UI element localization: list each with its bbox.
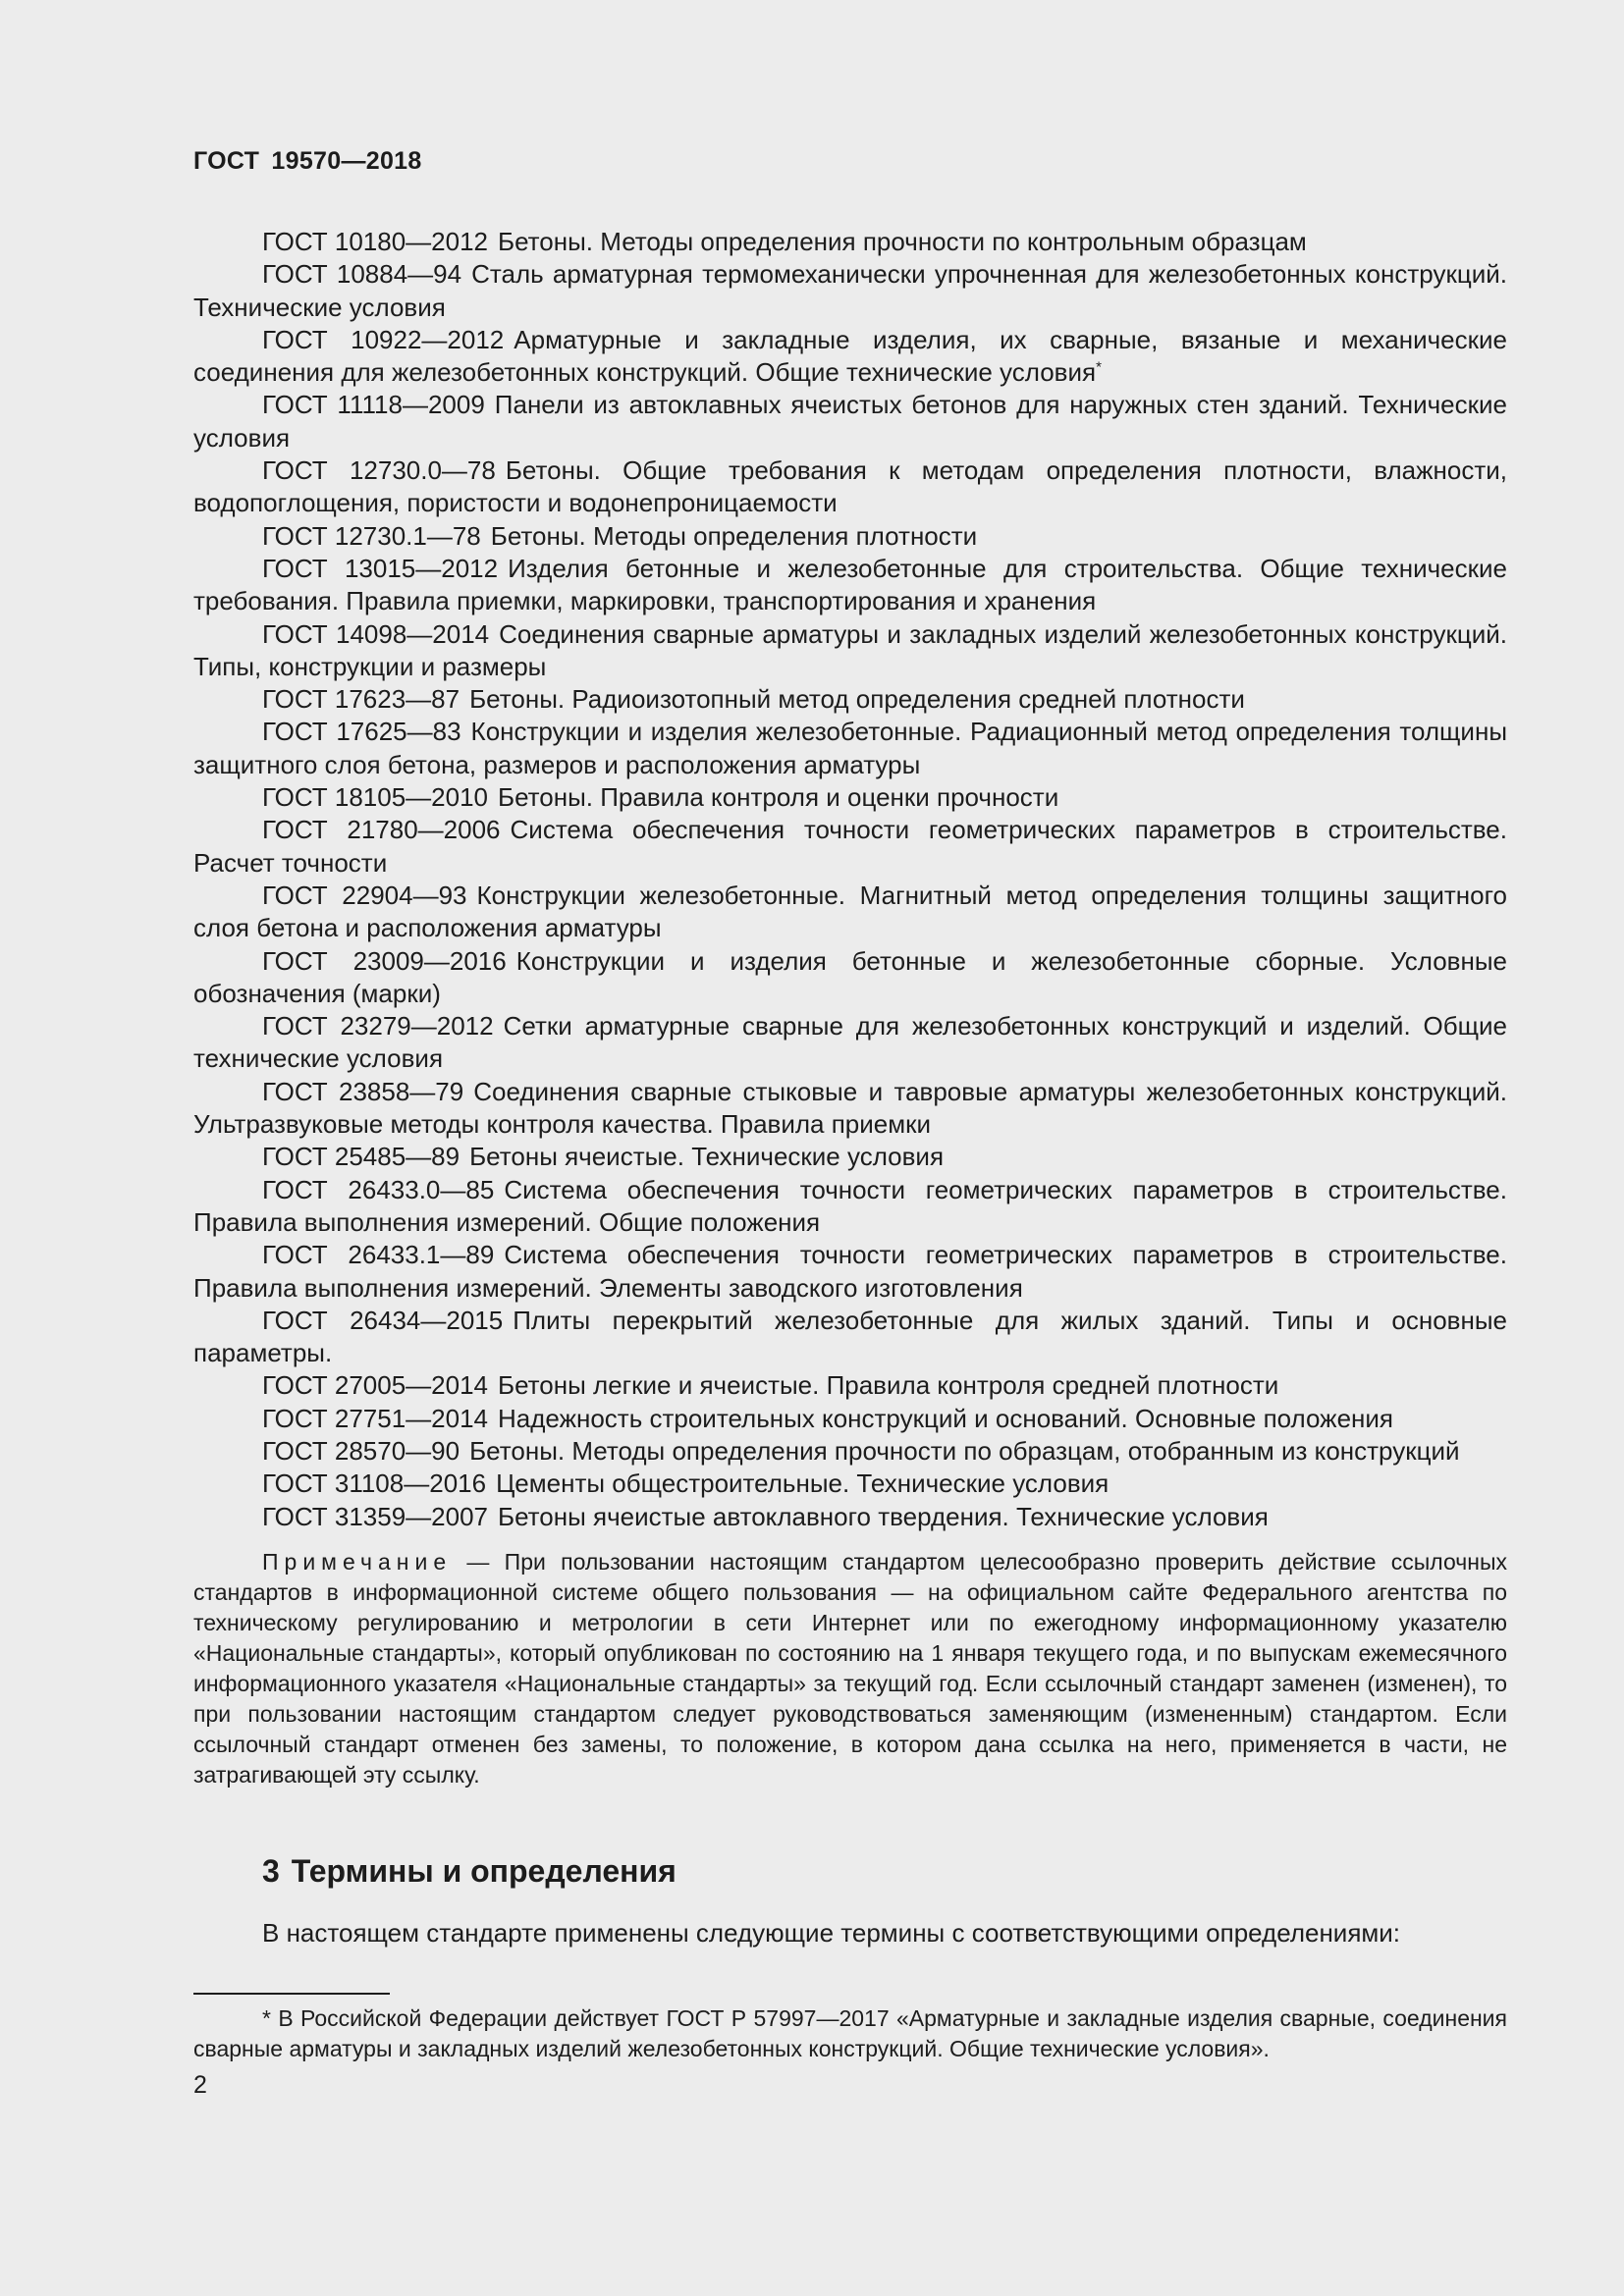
reference-code: ГОСТ 27005—2014 (262, 1370, 489, 1401)
reference-item (193, 880, 1507, 945)
footnote: * В Российской Федерации действует ГОСТ Р 57997—2017 «Арматурные и закладные изделия сварные, соединения сварные арматуры и закладных изделий железобетонных конструкций. Общие технические условия». (193, 2005, 1507, 2061)
reference-title: Система обеспечения точности геометрических параметров в строительстве. Правила выполнения измерений. Элементы заводского изготовления (193, 1240, 1507, 1303)
reference-code: ГОСТ 10180—2012 (262, 227, 489, 256)
reference-item (193, 1010, 1507, 1076)
reference-item (193, 1239, 1507, 1305)
reference-item (193, 945, 1507, 1011)
reference-code: ГОСТ 10922—2012 (262, 324, 505, 354)
reference-item (193, 553, 1507, 618)
reference-code: ГОСТ 11118—2009 (262, 390, 485, 420)
reference-item (193, 258, 1507, 324)
reference-title: Сетки арматурные сварные для железобетонных конструкций и изделий. Общие технические условия (193, 1011, 1507, 1074)
reference-item (193, 226, 1507, 258)
reference-code: ГОСТ 22904—93 (262, 880, 467, 910)
reference-code: ГОСТ 14098—2014 (262, 618, 490, 649)
footnote-mark: * (1096, 358, 1102, 376)
reference-code: ГОСТ 13015—2012 (262, 553, 499, 583)
note-text: — При пользовании настоящим стандартом целесообразно проверить действие ссылочных стандартов в информационной системе общего пользования — на официальном сайте Федерального агентства по техническому регулированию и метрологии в сети Интернет или по ежегодному информационному указателю «Национальные стандарты», который опубликован по состоянию на 1 января текущего года, и по выпускам ежемесячного информационного указателя «Национальные стандарты» за текущий год. Если ссылочный стандарт заменен (изменен), то при пользовании настоящим стандартом следует руководствоваться заменяющим (измененным) стандартом. Если ссылочный стандарт отменен без замены, то положение, в котором дана ссылка на него, применяется в части, не затрагивающей эту ссылку. (193, 1548, 1507, 1788)
reference-code: ГОСТ 23858—79 (262, 1076, 464, 1106)
reference-item (193, 389, 1507, 454)
reference-title: Бетоны. Методы определения прочности по образцам, отобранным из конструкций (469, 1435, 1460, 1466)
reference-code: ГОСТ 12730.0—78 (262, 455, 496, 486)
reference-title: Бетоны. Радиоизотопный метод определения средней плотности (469, 684, 1245, 715)
reference-title: Бетоны. Общие требования к методам определения плотности, влажности, водопоглощения, пористости и водонепроницаемости (193, 455, 1507, 518)
reference-title: Надежность строительных конструкций и оснований. Основные положения (498, 1403, 1393, 1433)
section-heading (262, 1851, 1507, 1891)
reference-list (193, 226, 1507, 1533)
reference-title: Соединения сварные стыковые и тавровые арматуры железобетонных конструкций. Ультразвуковые методы контроля качества. Правила приемки (193, 1076, 1507, 1140)
reference-title: Конструкции и изделия бетонные и железобетонные сборные. Условные обозначения (марки) (193, 945, 1507, 1008)
reference-code: ГОСТ 26434—2015 (262, 1305, 504, 1335)
reference-title: Изделия бетонные и железобетонные для строительства. Общие технические требования. Правила приемки, маркировки, транспортирования и хранения (193, 553, 1507, 616)
reference-code: ГОСТ 18105—2010 (262, 782, 489, 813)
reference-item (193, 716, 1507, 781)
reference-title: Панели из автоклавных ячеистых бетонов для наружных стен зданий. Технические условия (193, 390, 1507, 453)
note-paragraph (193, 1547, 1507, 1790)
reference-item (193, 1076, 1507, 1142)
reference-title: Система обеспечения точности геометрических параметров в строительстве. Расчет точности (193, 815, 1507, 878)
reference-code: ГОСТ 10884—94 (262, 259, 462, 290)
reference-title: Соединения сварные арматуры и закладных изделий железобетонных конструкций. Типы, конструкции и размеры (193, 618, 1507, 681)
reference-code: ГОСТ 27751—2014 (262, 1403, 489, 1433)
note-label: Примечание (262, 1548, 453, 1575)
reference-title: Бетоны. Правила контроля и оценки прочности (498, 782, 1059, 813)
reference-title: Арматурные и закладные изделия, их сварные, вязаные и механические соединения для железобетонных конструкций. Общие технические условия (193, 324, 1507, 388)
reference-item (193, 1468, 1507, 1500)
reference-title: Бетоны ячеистые автоклавного твердения. Технические условия (498, 1501, 1269, 1531)
footnote-separator (193, 1993, 390, 1995)
reference-item (193, 1174, 1507, 1240)
reference-code: ГОСТ 23009—2016 (262, 945, 507, 976)
reference-code: ГОСТ 17623—87 (262, 684, 460, 715)
reference-title: Конструкции железобетонные. Магнитный метод определения толщины защитного слоя бетона и расположения арматуры (193, 880, 1507, 943)
reference-title: Бетоны ячеистые. Технические условия (469, 1142, 945, 1172)
reference-title: Бетоны. Методы определения плотности (490, 520, 978, 551)
section-intro: В настоящем стандарте применены следующие термины с соответствующими определениями: (262, 1917, 1401, 1948)
reference-code: ГОСТ 25485—89 (262, 1142, 460, 1172)
reference-title: Бетоны. Методы определения прочности по контрольным образцам (498, 227, 1307, 256)
reference-title: Бетоны легкие и ячеистые. Правила контроля средней плотности (498, 1370, 1279, 1401)
reference-title: Конструкции и изделия железобетонные. Радиационный метод определения толщины защитного слоя бетона, размеров и расположения арматуры (193, 717, 1507, 779)
reference-item (193, 618, 1507, 684)
reference-title: Система обеспечения точности геометрических параметров в строительстве. Правила выполнения измерений. Общие положения (193, 1174, 1507, 1237)
reference-item (193, 781, 1507, 814)
reference-item (193, 520, 1507, 553)
reference-code: ГОСТ 21780—2006 (262, 815, 501, 845)
reference-item (193, 454, 1507, 520)
reference-code: ГОСТ 12730.1—78 (262, 520, 481, 551)
reference-title: Цементы общестроительные. Технические условия (496, 1468, 1110, 1499)
reference-item (193, 814, 1507, 880)
reference-code: ГОСТ 17625—83 (262, 717, 461, 747)
reference-code: ГОСТ 31108—2016 (262, 1468, 487, 1499)
reference-title: Сталь арматурная термомеханически упрочненная для железобетонных конструкций. Технические условия (193, 259, 1507, 322)
page-number: 2 (193, 2071, 207, 2099)
reference-item (193, 1435, 1507, 1468)
reference-item (193, 1369, 1507, 1402)
reference-item (193, 1305, 1507, 1370)
reference-code: ГОСТ 26433.1—89 (262, 1240, 495, 1270)
reference-item (193, 324, 1507, 390)
reference-code: ГОСТ 31359—2007 (262, 1501, 489, 1531)
section-title: Термины и определения (291, 1852, 677, 1889)
reference-item (193, 683, 1507, 716)
reference-item (193, 1403, 1507, 1435)
document-header: ГОСТ 19570—2018 (193, 147, 422, 175)
reference-item (193, 1141, 1507, 1173)
reference-item (193, 1501, 1507, 1533)
reference-title: Плиты перекрытий железобетонные для жилых зданий. Типы и основные параметры. (193, 1305, 1507, 1368)
page-content (193, 226, 1507, 1975)
section-number: 3 (262, 1852, 280, 1889)
reference-code: ГОСТ 26433.0—85 (262, 1174, 495, 1204)
reference-code: ГОСТ 23279—2012 (262, 1011, 494, 1041)
reference-code: ГОСТ 28570—90 (262, 1435, 460, 1466)
